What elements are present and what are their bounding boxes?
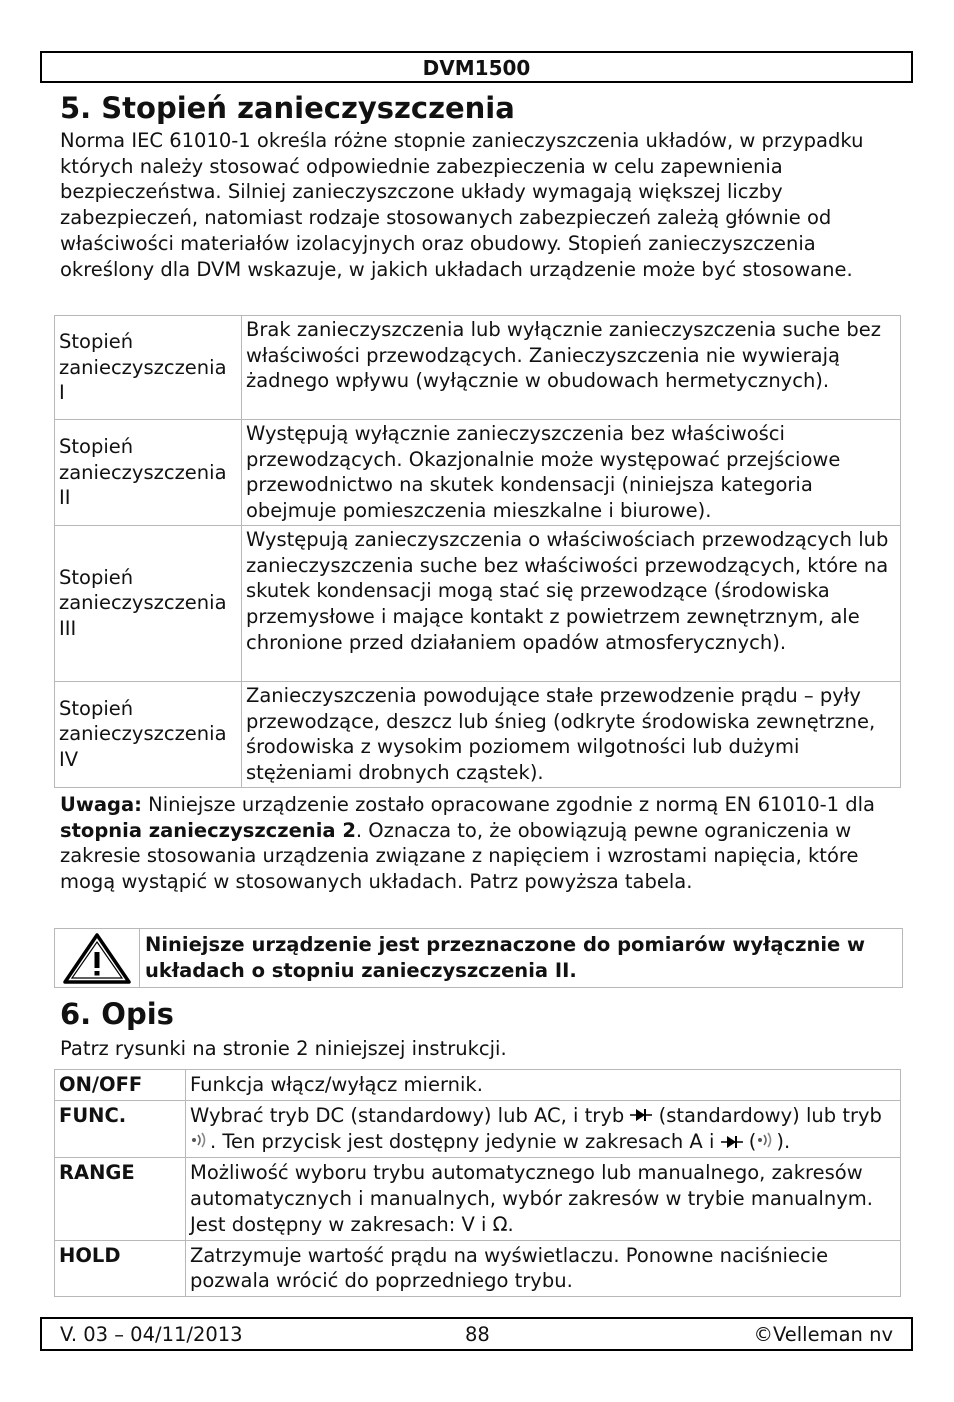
page-footer xyxy=(40,1317,913,1351)
version-date: V. 03 – 04/11/2013 xyxy=(60,1323,243,1346)
copyright: ©Velleman nv xyxy=(753,1323,893,1346)
table-row xyxy=(55,316,901,420)
warning-triangle-icon xyxy=(55,929,140,987)
pollution-degree-table xyxy=(54,315,901,788)
control-key: FUNC. xyxy=(55,1100,186,1158)
control-key: RANGE xyxy=(55,1158,186,1240)
note-paragraph: Uwaga: Niniejsze urządzenie zostało opracowane zgodnie z normą EN 61010-1 dla stopnia zanieczyszczenia 2. Oznacza to, że obowiązują pewne ograniczenia w zakresie stosowania urządzenia związane z napięciem i wzrostami napięcia, które mogą wystąpić w stosowanych układach. Patrz powyższa tabela. xyxy=(60,793,875,894)
table-row xyxy=(55,525,901,681)
table-row xyxy=(55,1070,901,1101)
degree-label: Stopień zanieczyszczenia III xyxy=(55,525,242,681)
degree-description: Występują zanieczyszczenia o właściwościach przewodzących lub zanieczyszczenia suche bez właściwości przewodzących, które na skutek kondensacji mogą stać się przewodzące (środowiska przemysłowe i mające kontakt z powietrzem zewnętrznym, ale chronione przed działaniem opadów atmosferycznych). xyxy=(242,525,901,681)
control-key: ON/OFF xyxy=(55,1070,186,1101)
diode-icon xyxy=(721,1130,743,1156)
degree-description: Brak zanieczyszczenia lub wyłącznie zanieczyszczenia suche bez właściwości przewodzących. Zanieczyszczenia nie wywierają żadnego wpływu (wyłącznie w obudowach hermetycznych). xyxy=(242,316,901,420)
section-6-intro: Patrz rysunki na stronie 2 niniejszej instrukcji. xyxy=(60,1037,507,1060)
section-5-intro: Norma IEC 61010-1 określa różne stopnie zanieczyszczenia układów, w przypadku których należy stosować odpowiednie zabezpieczenia w celu zapewnienia bezpieczeństwa. Silniej zanieczyszczone układy wymagają większej liczby zabezpieczeń, natomiast rodzaje stosowanych zabezpieczeń zależą głównie od właściwości materiałów izolacyjnych oraz obudowy. Stopień zanieczyszczenia określony dla DVM wskazuje, w jakich układach urządzenie może być stosowane. xyxy=(60,129,864,281)
continuity-buzzer-icon xyxy=(756,1130,776,1156)
section-6-title: 6. Opis xyxy=(60,997,174,1031)
control-key: HOLD xyxy=(55,1240,186,1296)
control-description: Funkcja włącz/wyłącz miernik. xyxy=(186,1070,901,1101)
diode-icon xyxy=(630,1103,652,1129)
table-row xyxy=(55,420,901,526)
table-row xyxy=(55,681,901,787)
table-row xyxy=(55,1158,901,1240)
page-number: 88 xyxy=(465,1323,490,1346)
degree-description: Zanieczyszczenia powodujące stałe przewodzenie prądu – pyły przewodzące, deszcz lub śnieg (odkryte środowiska zewnętrzne, środowiska z wysokim poziomem wilgotności lub dużymi stężeniami drobnych cząstek). xyxy=(242,681,901,787)
degree-label: Stopień zanieczyszczenia I xyxy=(55,316,242,420)
note-label: Uwaga: xyxy=(60,793,142,816)
continuity-buzzer-icon xyxy=(190,1130,210,1156)
control-description: Wybrać tryb DC (standardowy) lub AC, i tryb (standardowy) lub tryb . Ten przycisk jest dostępny jedynie w zakresach A i ( ). xyxy=(186,1100,901,1158)
controls-table xyxy=(54,1069,901,1297)
control-description: Możliwość wyboru trybu automatycznego lub manualnego, zakresów automatycznych i manualnych, wybór zakresów w trybie manualnym. Jest dostępny w zakresach: V i Ω. xyxy=(186,1158,901,1240)
table-row xyxy=(55,1240,901,1296)
section-5-title: 5. Stopień zanieczyszczenia xyxy=(60,91,515,125)
document-header xyxy=(40,51,913,83)
warning-box xyxy=(54,928,903,988)
model-name: DVM1500 xyxy=(422,56,531,80)
warning-text: Niniejsze urządzenie jest przeznaczone do pomiarów wyłącznie w układach o stopniu zanieczyszczenia II. xyxy=(145,933,866,982)
degree-description: Występują wyłącznie zanieczyszczenia bez właściwości przewodzących. Okazjonalnie może występować przejściowe przewodnictwo na skutek kondensacji (niniejsza kategoria obejmuje pomieszczenia mieszkalne i biurowe). xyxy=(242,420,901,526)
degree-label: Stopień zanieczyszczenia IV xyxy=(55,681,242,787)
table-row xyxy=(55,1100,901,1158)
control-description: Zatrzymuje wartość prądu na wyświetlaczu. Ponowne naciśniecie pozwala wrócić do poprzedniego trybu. xyxy=(186,1240,901,1296)
degree-label: Stopień zanieczyszczenia II xyxy=(55,420,242,526)
